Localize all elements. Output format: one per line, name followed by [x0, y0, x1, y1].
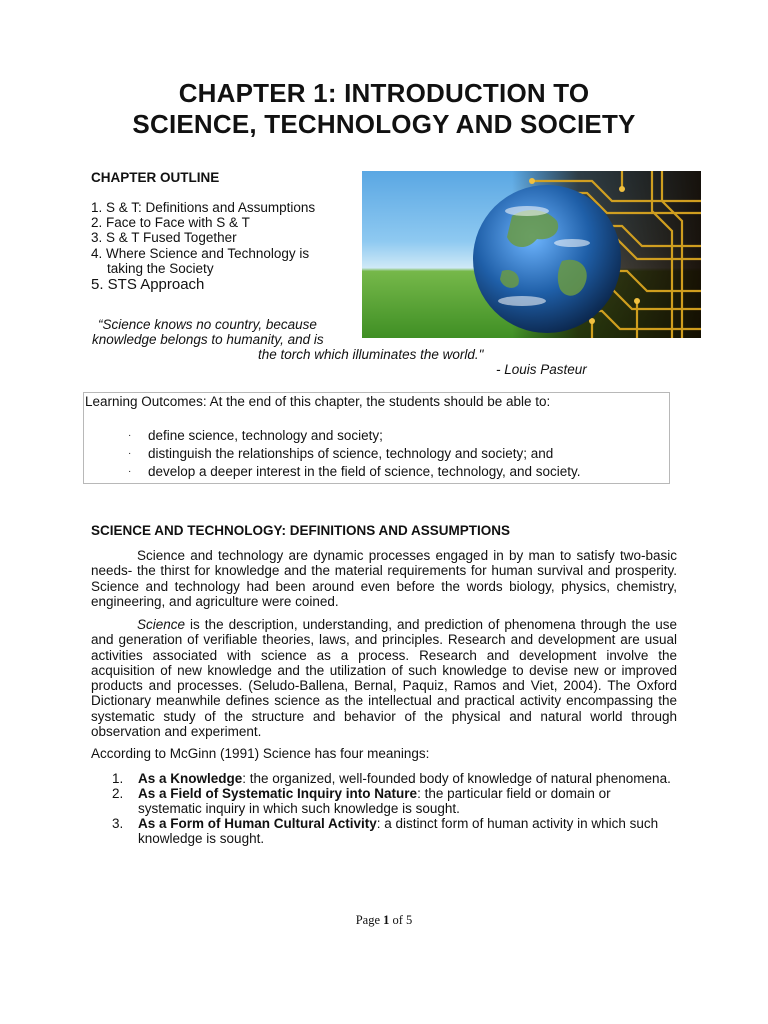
- page-number: 1: [383, 913, 390, 927]
- bullet-icon: ·: [128, 430, 132, 441]
- pasteur-quote: [80, 317, 620, 377]
- meaning-description: : the particular field or domain or systematic inquiry in which such knowledge is sought.: [138, 786, 611, 816]
- earth-circuit-image: [362, 171, 701, 338]
- paragraph-intro: Science and technology are dynamic processes engaged in by man to satisfy two-basic needs- the thirst for knowledge and the material requirements for human survival and prosperity. Science and technology had been around even before the words biology, physics, chemistry, engineering, and agriculture were coined.: [91, 548, 677, 609]
- learning-outcome-text: define science, technology and society;: [148, 428, 383, 443]
- page-word: Page: [355, 913, 380, 927]
- meaning-description: : the organized, well-founded body of knowledge of natural phenomena.: [242, 771, 671, 786]
- outline-item: 3. S & T Fused Together: [91, 230, 237, 246]
- of-word: of: [392, 913, 403, 927]
- chapter-title: [0, 78, 768, 140]
- outline-item: 2. Face to Face with S & T: [91, 215, 250, 231]
- chapter-outline-list: [91, 200, 361, 294]
- learning-outcome-item: [128, 427, 581, 445]
- paragraph-mcginn: According to McGinn (1991) Science has four meanings:: [91, 746, 430, 761]
- meaning-description: : a distinct form of human activity in which such knowledge is sought.: [138, 816, 659, 846]
- bullet-icon: ·: [128, 466, 132, 477]
- quote-author: - Louis Pasteur: [496, 362, 587, 377]
- quote-line: the torch which illuminates the world.": [258, 347, 484, 362]
- meaning-item: [91, 786, 677, 816]
- page-footer: [0, 913, 768, 928]
- outline-item: 5. STS Approach: [91, 276, 205, 294]
- meaning-term: As a Field of Systematic Inquiry into Nature: [138, 786, 418, 801]
- paragraph-science-definition: [91, 617, 677, 739]
- quote-line: “Science knows no country, because: [98, 317, 317, 332]
- meaning-item: [91, 771, 677, 786]
- learning-outcome-item: [128, 445, 581, 463]
- science-term: Science: [137, 617, 186, 632]
- learning-outcome-text: distinguish the relationships of science, technology and society; and: [148, 446, 554, 461]
- learning-outcomes-box: [83, 392, 670, 484]
- page-total: 5: [406, 913, 413, 927]
- science-definition-text: is the description, understanding, and prediction of phenomena through the use and generation of verifiable theories, laws, and principles. Research and development are usual activities associated with science as a process. Research and development involve the acquisition of new knowledge and the utilization of such knowledge to devise new or improved products and processes. (Seludo-Ballena, Bernal, Paquiz, Ramos and Viet, 2004). The Oxford Dictionary meanwhile defines science as the intellectual and practical activity encompassing the systematic study of the structure and behavior of the physical and natural world through observation and experiment.: [91, 617, 677, 740]
- section-heading: SCIENCE AND TECHNOLOGY: DEFINITIONS AND ASSUMPTIONS: [91, 523, 511, 538]
- bullet-icon: ·: [128, 448, 132, 459]
- quote-line: knowledge belongs to humanity, and is: [92, 332, 324, 347]
- earth-circuit-illustration: [362, 171, 701, 338]
- chapter-title-line1: CHAPTER 1: INTRODUCTION TO: [178, 78, 590, 108]
- learning-outcome-item: [128, 463, 581, 481]
- chapter-outline-heading: CHAPTER OUTLINE: [91, 170, 220, 185]
- meaning-item: [91, 816, 677, 846]
- outline-item: 1. S & T: Definitions and Assumptions: [91, 200, 316, 215]
- meaning-term: As a Form of Human Cultural Activity: [138, 816, 377, 831]
- outline-item-continuation: taking the Society: [107, 260, 214, 276]
- outline-item: 4. Where Science and Technology is: [91, 245, 310, 261]
- meaning-term: As a Knowledge: [138, 771, 243, 786]
- learning-outcomes-heading: Learning Outcomes: At the end of this chapter, the students should be able to:: [85, 394, 551, 409]
- chapter-title-line2: SCIENCE, TECHNOLOGY AND SOCIETY: [132, 109, 636, 139]
- meaning-number: 2.: [112, 786, 124, 801]
- meaning-number: 1.: [112, 771, 124, 786]
- learning-outcomes-list: [128, 427, 581, 481]
- learning-outcome-text: develop a deeper interest in the field of science, technology, and society.: [148, 464, 581, 479]
- science-meanings-list: [91, 771, 677, 846]
- meaning-number: 3.: [112, 816, 124, 831]
